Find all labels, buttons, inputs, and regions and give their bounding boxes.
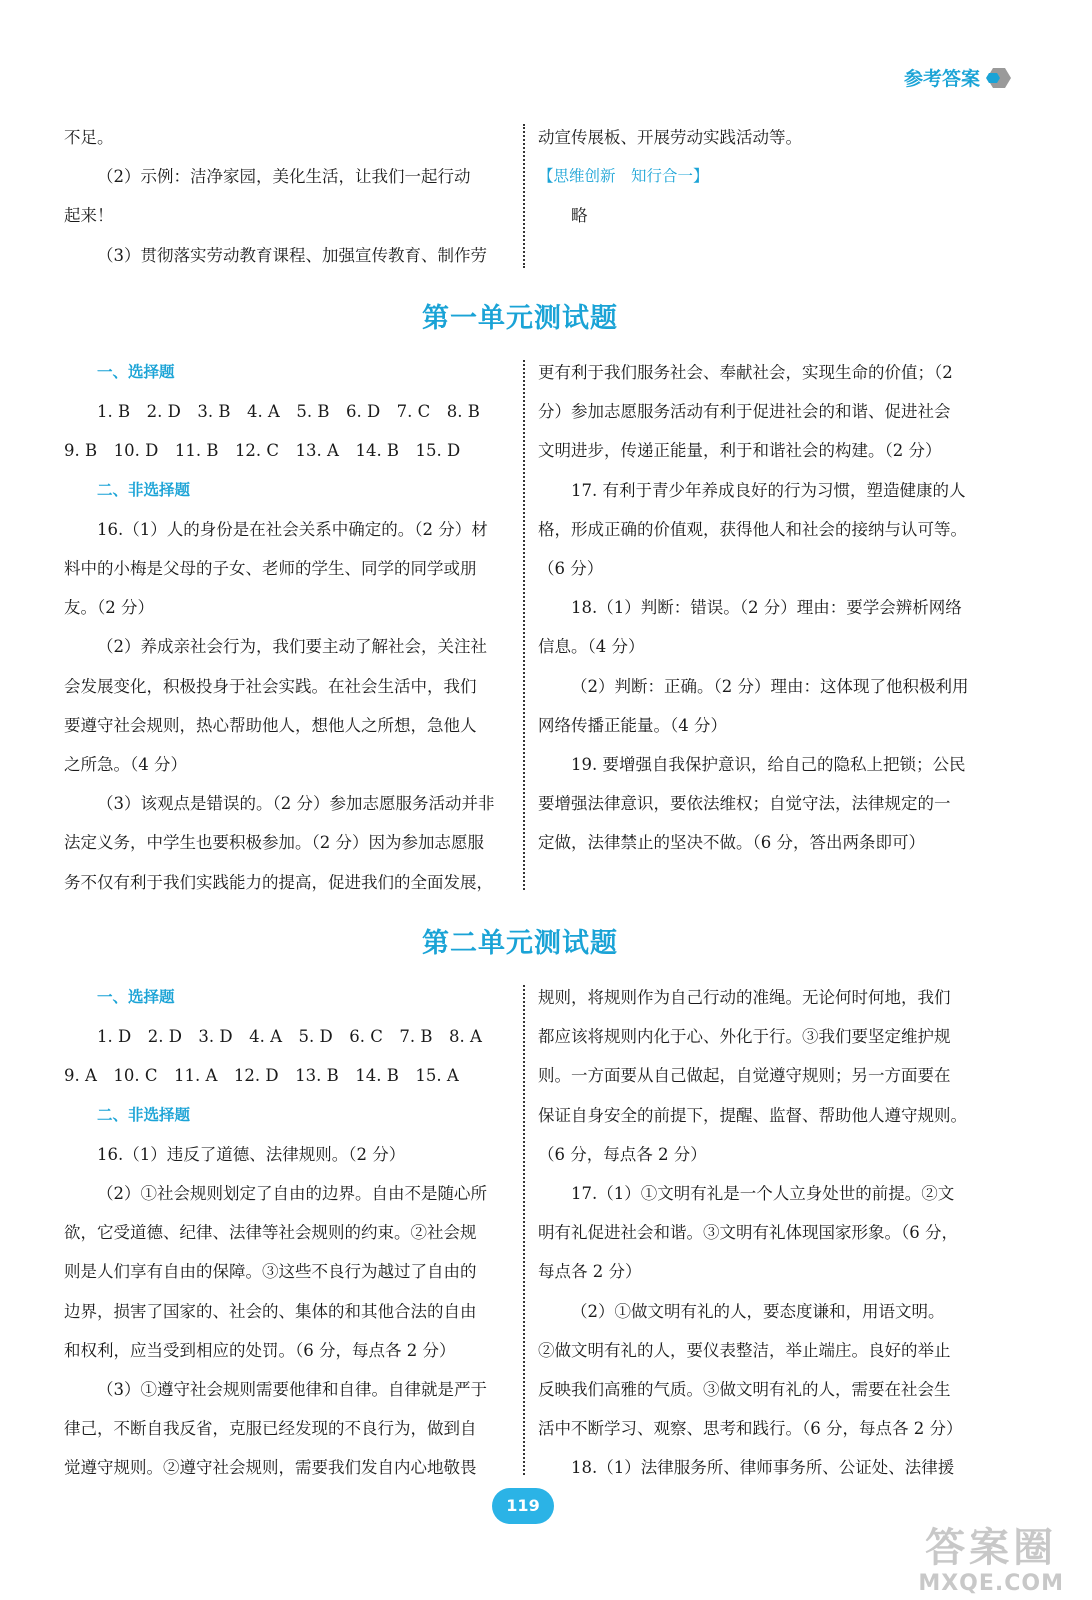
column-divider [523,360,525,890]
unit2-left-column [64,978,504,1488]
section-heading: 一、选择题 [97,363,175,381]
text-line: （3）该观点是错误的。（2 分）参加志愿服务活动并非 [97,794,495,814]
hexagon-icon [986,67,1012,89]
section-bracket-label: 【思维创新 知行合一】 [538,167,709,186]
text-line: 则。一方面要从自己做起，自觉遵守规则；另一方面要在 [538,1066,951,1086]
text-line: 每点各 2 分） [538,1262,642,1282]
text-line: 律己，不断自我反省，克服已经发现的不良行为，做到自 [64,1419,477,1439]
text-line: 16.（1）人的身份是在社会关系中确定的。（2 分）材 [97,519,488,539]
text-line: 网络传播正能量。（4 分） [538,715,727,735]
text-line: 略 [571,206,588,226]
text-line: 起来！ [64,206,114,226]
text-line: （2）示例：洁净家园，美化生活，让我们一起行动 [97,167,471,187]
unit1-title: 第一单元测试题 [422,303,618,334]
text-line: 活中不断学习、观察、思考和践行。（6 分，每点各 2 分） [538,1419,963,1439]
text-line: 料中的小梅是父母的子女、老师的学生、同学的同学或朋 [64,559,477,579]
answer-row: 1. D 2. D 3. D 4. A 5. D 6. C 7. B 8. A [97,1027,482,1047]
text-line: ②做文明有礼的人，要仪表整洁，举止端庄。良好的举止 [538,1340,951,1360]
text-line: （3）贯彻落实劳动教育课程、加强宣传教育、制作劳 [97,245,487,265]
text-line: 19. 要增强自我保护意识，给自己的隐私上把锁；公民 [571,755,966,775]
text-line: （2）养成亲社会行为，我们要主动了解社会，关注社 [97,637,487,657]
text-line: 定做，法律禁止的坚决不做。（6 分，答出两条即可） [538,833,925,853]
top-left-column [64,118,504,275]
text-line: 要增强法律意识，要依法维权；自觉守法，法律规定的一 [538,794,951,814]
section-heading: 二、非选择题 [97,1105,191,1124]
text-line: 信息。（4 分） [538,637,645,657]
page-header-tag [904,64,1012,91]
text-line: （3）①遵守社会规则需要他律和自律。自律就是严于 [97,1380,487,1400]
text-line: 保证自身安全的前提下，提醒、监督、帮助他人遵守规则。 [538,1105,967,1125]
unit2-right-column [538,978,978,1488]
section-heading: 一、选择题 [97,988,175,1006]
text-line: 边界，损害了国家的、社会的、集体的和其他合法的自由 [64,1301,477,1321]
text-line: 文明进步，传递正能量，利于和谐社会的构建。（2 分） [538,441,942,461]
text-line: 不足。 [64,128,114,147]
text-line: （6 分，每点各 2 分） [538,1144,707,1164]
text-line: 规则，将规则作为自己行动的准绳。无论何时何地，我们 [538,988,951,1007]
text-line: 更有利于我们服务社会、奉献社会，实现生命的价值；（2 [538,363,953,382]
page-number-badge: 119 [492,1488,554,1524]
text-line: 要遵守社会规则，热心帮助他人，想他人之所想，急他人 [64,715,477,735]
text-line: 分）参加志愿服务活动有利于促进社会的和谐、促进社会 [538,402,951,422]
text-line: 反映我们高雅的气质。③做文明有礼的人，需要在社会生 [538,1380,951,1400]
text-line: 务不仅有利于我们实践能力的提高，促进我们的全面发展， [64,872,493,892]
header-label: 参考答案 [903,68,980,90]
watermark-main: 答案圈 [925,1525,1058,1571]
text-line: 法定义务，中学生也要积极参加。（2 分）因为参加志愿服 [64,833,484,853]
top-right-column [538,118,978,236]
text-line: 之所急。（4 分） [64,755,187,775]
text-line: 则是人们享有自由的保障。③这些不良行为越过了自由的 [64,1262,477,1282]
answer-row: 9. B 10. D 11. B 12. C 13. A 14. B 15. D [64,441,461,461]
watermark-sub: MXQE.COM [918,1571,1064,1596]
text-line: 18.（1）法律服务所、律师事务所、公证处、法律援 [571,1458,955,1478]
answer-row: 1. B 2. D 3. B 4. A 5. B 6. D 7. C 8. B [97,402,480,422]
watermark-logo [918,1524,1064,1596]
text-line: 16.（1）违反了道德、法律规则。（2 分） [97,1144,406,1164]
text-line: 都应该将规则内化于心、外化于行。③我们要坚定维护规 [538,1027,951,1047]
text-line: 友。（2 分） [64,598,154,618]
answer-row: 9. A 10. C 11. A 12. D 13. B 14. B 15. A [64,1066,459,1086]
unit1-left-column [64,353,504,902]
unit2-title: 第二单元测试题 [422,928,618,959]
text-line: （6 分） [538,559,604,579]
text-line: 18.（1）判断：错误。（2 分）理由：要学会辨析网络 [571,598,962,618]
text-line: 会发展变化，积极投身于社会实践。在社会生活中，我们 [64,676,477,696]
unit1-right-column [538,353,978,863]
text-line: 欲，它受道德、纪律、法律等社会规则的约束。②社会规 [64,1223,477,1243]
text-line: （2）①社会规则划定了自由的边界。自由不是随心所 [97,1184,487,1204]
text-line: 格，形成正确的价值观，获得他人和社会的接纳与认可等。 [538,519,967,539]
text-line: 17. 有利于青少年养成良好的行为习惯，塑造健康的人 [571,480,966,500]
text-line: 动宣传展板、开展劳动实践活动等。 [538,128,802,147]
text-line: 17.（1）①文明有礼是一个人立身处世的前提。②文 [571,1184,955,1204]
text-line: （2）①做文明有礼的人，要态度谦和，用语文明。 [571,1301,945,1321]
section-heading: 二、非选择题 [97,480,191,499]
text-line: （2）判断：正确。（2 分）理由：这体现了他积极利用 [571,676,969,696]
text-line: 明有礼促进社会和谐。③文明有礼体现国家形象。（6 分， [538,1223,958,1243]
text-line: 和权利，应当受到相应的处罚。（6 分，每点各 2 分） [64,1340,456,1360]
column-divider [523,985,525,1475]
column-divider [523,124,525,268]
text-line: 觉遵守规则。②遵守社会规则，需要我们发自内心地敬畏 [64,1458,477,1478]
